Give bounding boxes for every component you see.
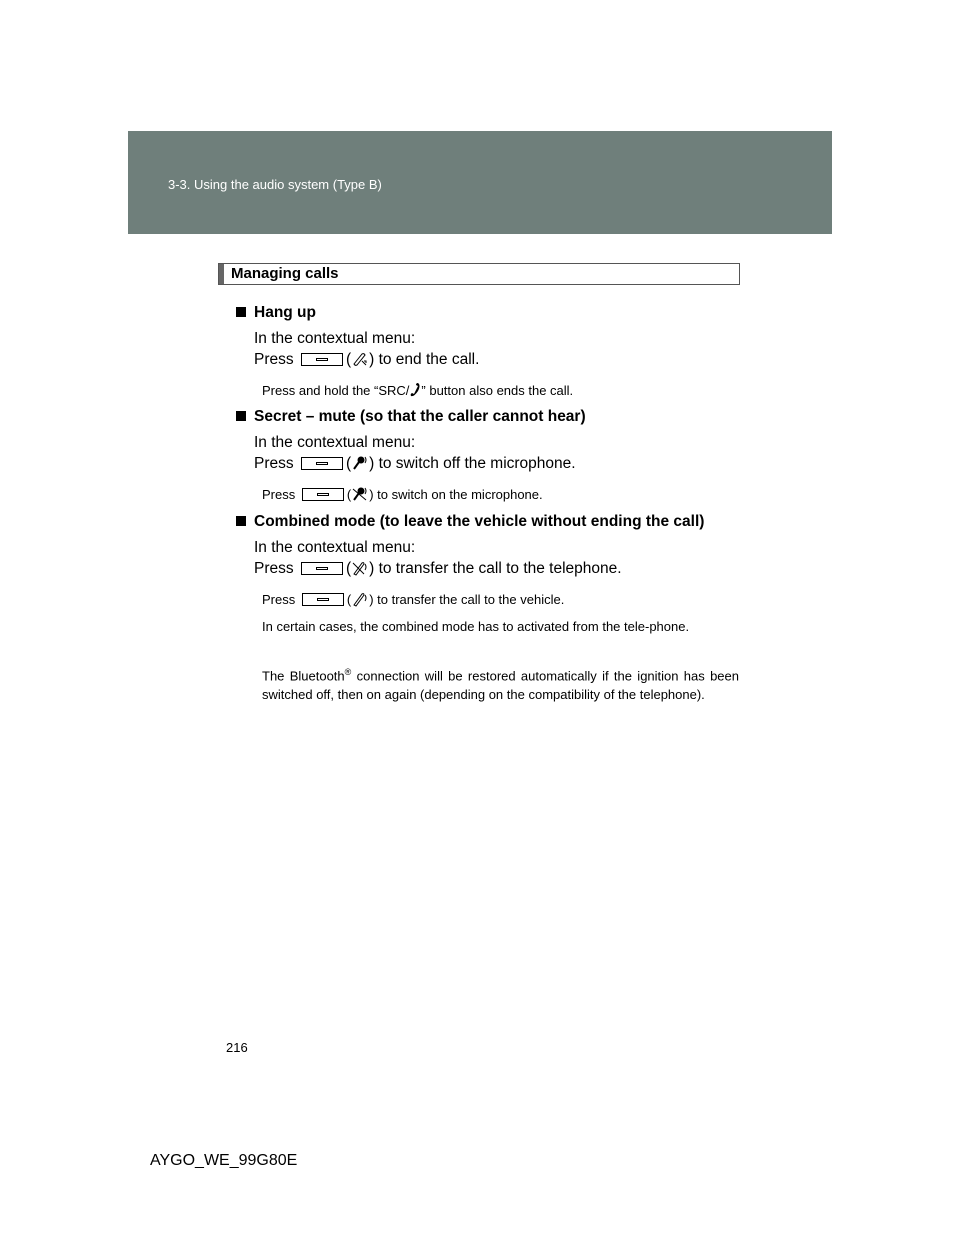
hang-up-icon <box>351 351 369 367</box>
combined-block <box>236 513 756 703</box>
bullet-icon <box>236 516 246 526</box>
combined-heading: Combined mode (to leave the vehicle without ending the call) <box>236 513 756 531</box>
bullet-icon <box>236 411 246 421</box>
hang-up-block <box>236 304 756 398</box>
hang-up-heading: Hang up <box>236 304 756 322</box>
section-accent <box>219 264 224 284</box>
phone-transfer-icon <box>351 591 369 607</box>
softkey-button <box>302 593 344 606</box>
secret-press-line: Press ( ) to switch off the microphone. <box>254 455 576 472</box>
softkey-button <box>301 562 343 575</box>
combined-press-line: Press ( ) to transfer the call to the telephone. <box>254 560 622 577</box>
bullet-icon <box>236 307 246 317</box>
softkey-button <box>302 488 344 501</box>
hang-up-menu-line: In the contextual menu: <box>254 330 416 347</box>
softkey-button <box>301 353 343 366</box>
secret-block <box>236 408 756 502</box>
combined-note-2: In certain cases, the combined mode has to activated from the tele-phone. <box>262 619 690 634</box>
mic-on-icon <box>351 486 369 502</box>
hang-up-press-line: Press ( ) to end the call. <box>254 351 480 368</box>
section-title-bar <box>218 263 740 285</box>
combined-menu-line: In the contextual menu: <box>254 539 416 556</box>
document-code: AYGO_WE_99G80E <box>150 1152 298 1169</box>
softkey-button <box>301 457 343 470</box>
breadcrumb: 3-3. Using the audio system (Type B) <box>168 177 382 192</box>
phone-off-icon <box>351 560 369 576</box>
page-number: 216 <box>226 1040 248 1055</box>
section-title: Managing calls <box>231 265 339 282</box>
hang-up-note: Press and hold the “SRC/ ” button also ends the call. <box>262 383 574 398</box>
secret-heading: Secret – mute (so that the caller cannot hear) <box>236 408 756 426</box>
secret-menu-line: In the contextual menu: <box>254 434 416 451</box>
mic-off-icon <box>351 455 369 471</box>
header-band <box>128 131 832 234</box>
combined-note-3: The Bluetooth® connection will be restored automatically if the ignition has been switched off, then on again (depending on the compatibility of the telephone). <box>262 667 740 703</box>
phone-icon <box>409 382 421 398</box>
secret-note: Press ( ) to switch on the microphone. <box>262 487 543 502</box>
combined-note: Press ( ) to transfer the call to the vehicle. <box>262 592 565 607</box>
